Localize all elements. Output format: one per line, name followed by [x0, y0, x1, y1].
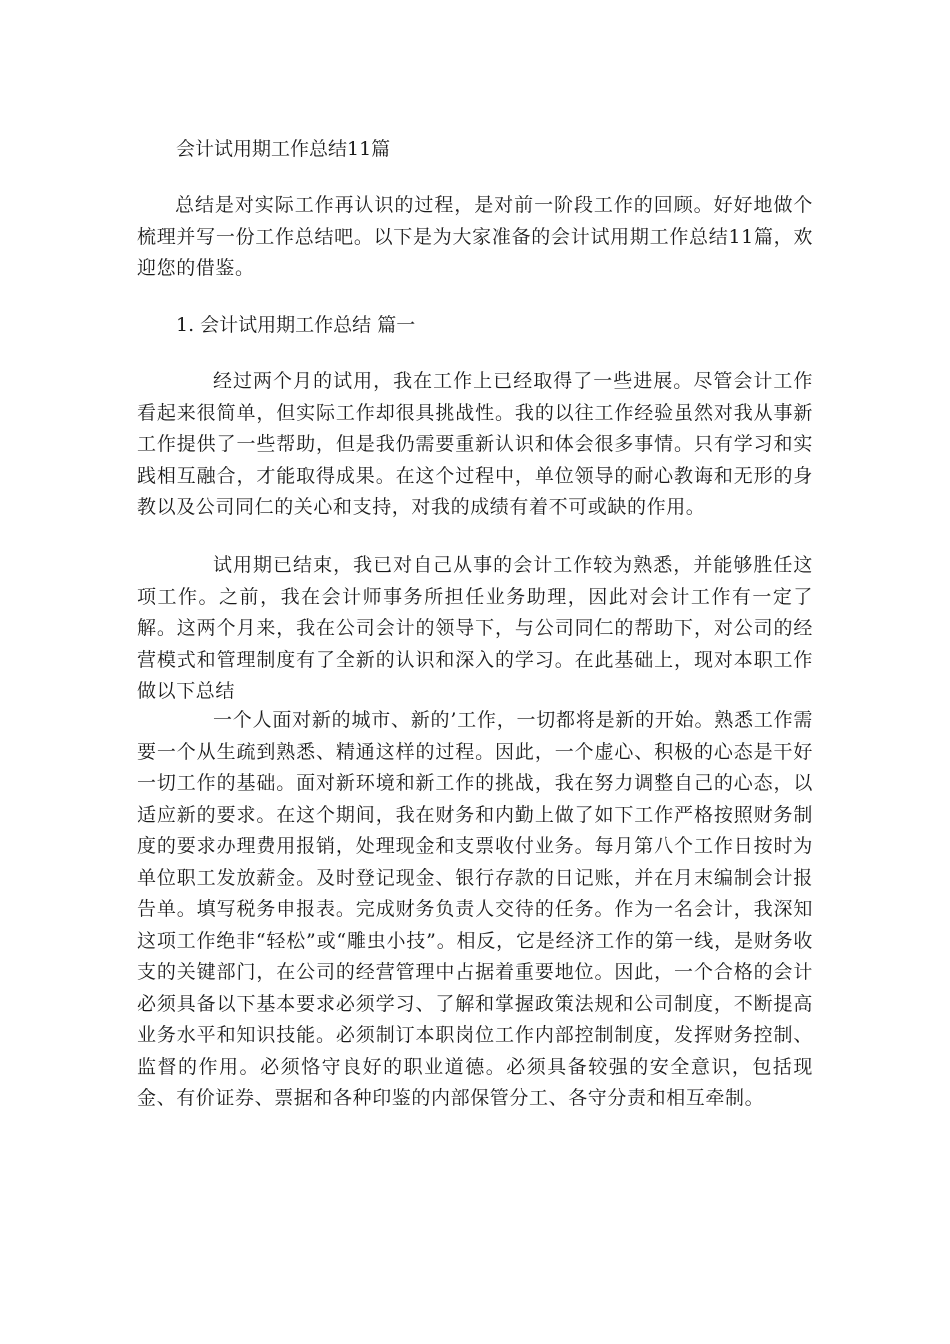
document-title: 会计试用期工作总结11篇 — [176, 138, 391, 160]
intro-paragraph: 总结是对实际工作再认识的过程，是对前一阶段工作的回顾。好好地做个梳理并写一份工作总结吧。以下是为大家准备的会计试用期工作总结11篇，欢迎您的借鉴。 — [137, 194, 813, 279]
section-heading: 1. 会计试用期工作总结 篇一 — [176, 314, 416, 336]
body-paragraph-3: 一个人面对新的城市、新的’工作，一切都将是新的开始。熟悉工作需要一个从生疏到熟悉、精通这样的过程。因此，一个虚心、积极的心态是干好一切工作的基础。面对新环境和新工作的挑战，我在努力调整自己的心态，以适应新的要求。在这个期间，我在财务和内勤上做了如下工作严格按照财务制度的要求办理费用报销，处理现金和支票收付业务。每月第八个工作日按时为单位职工发放薪金。及时登记现金、银行存款的日记账，并在月末编制会计报告单。填写税务申报表。完成财务负责人交待的任务。作为一名会计，我深知这项工作绝非“轻松”或“雕虫小技”。相反，它是经济工作的第一线，是财务收支的关键部门，在公司的经营管理中占据着重要地位。因此，一个合格的会计必须具备以下基本要求必须学习、了解和掌握政策法规和公司制度，不断提高业务水平和知识技能。必须制订本职岗位工作内部控制制度，发挥财务控制、监督的作用。必须恪守良好的职业道德。必须具备较强的安全意识，包括现金、有价证券、票据和各种印鉴的内部保管分工、各守分责和相互牵制。 — [137, 709, 813, 1109]
body-paragraph-2: 试用期已结束，我已对自己从事的会计工作较为熟悉，并能够胜任这项工作。之前，我在会计师事务所担任业务助理，因此对会计工作有一定了解。这两个月来，我在公司会计的领导下，与公司同仁的帮助下，对公司的经营模式和管理制度有了全新的认识和深入的学习。在此基础上，现对本职工作做以下总结 — [137, 554, 813, 702]
body-paragraph-1: 经过两个月的试用，我在工作上已经取得了一些进展。尽管会计工作看起来很简单，但实际工作却很具挑战性。我的以往工作经验虽然对我从事新工作提供了一些帮助，但是我仍需要重新认识和体会很多事情。只有学习和实践相互融合，才能取得成果。在这个过程中，单位领导的耐心教诲和无形的身教以及公司同仁的关心和支持，对我的成绩有着不可或缺的作用。 — [137, 370, 813, 518]
